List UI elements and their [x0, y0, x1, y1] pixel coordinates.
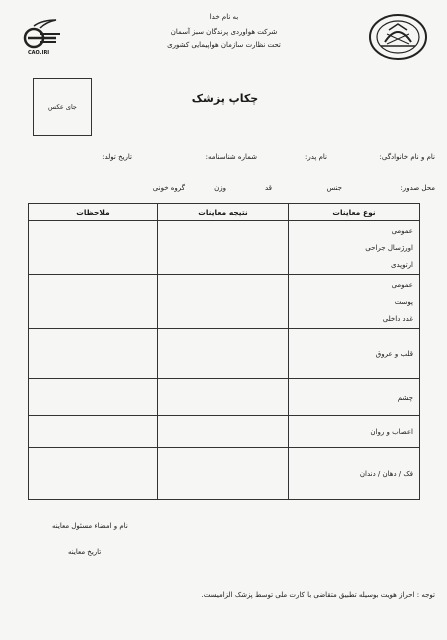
label-name: نام و نام خانوادگی: [379, 153, 435, 161]
exam-type-cell [289, 448, 420, 500]
exam-result-cell[interactable] [158, 379, 289, 416]
emblem-seal-icon [367, 12, 429, 62]
exam-result-cell[interactable] [158, 275, 289, 329]
exam-type-cell [289, 221, 420, 275]
remarks-cell[interactable] [29, 221, 158, 275]
exam-type-cell [289, 329, 420, 379]
header-basmala: به نام خدا [209, 13, 239, 21]
label-height: قد [264, 184, 272, 192]
exam-item: عمومی [391, 281, 413, 289]
label-issue-place: محل صدور: [400, 184, 435, 192]
photo-placeholder: جای عکس [33, 78, 92, 136]
label-id-number: شماره شناسنامه: [205, 153, 257, 161]
table-row [29, 329, 420, 379]
identity-note: توجه : احراز هویت بوسیله تطبیق متقاضی با کارت ملی توسط پزشک الزامیست. [201, 591, 435, 599]
header-remarks: ملاحظات [29, 204, 158, 221]
remarks-cell[interactable] [29, 329, 158, 379]
header-exam-type: نوع معاینات [289, 204, 420, 221]
exam-date-label: تاریخ معاینه [68, 548, 102, 556]
header-exam-result: نتیجه معاینات [158, 204, 289, 221]
table-row [29, 416, 420, 448]
exam-item: فک / دهان / دندان [359, 470, 413, 478]
signature-label: نام و امضاء مسئول معاینه [52, 522, 128, 530]
label-birth-date: تاریخ تولد: [102, 153, 132, 161]
page-title: چکاپ پزشک [191, 92, 259, 105]
label-weight: وزن [214, 184, 226, 192]
header-supervision: تحت نظارت سازمان هواپیمایی کشوری [167, 41, 281, 49]
airline-logo [12, 14, 72, 58]
exam-item: اعصاب و روان [370, 428, 413, 436]
label-blood-group: گروه خونی [152, 184, 185, 192]
table-header-row [29, 204, 420, 221]
exam-item: پوست [394, 298, 413, 306]
exam-item: عمومی [391, 227, 413, 235]
exam-item: چشم [397, 393, 413, 402]
exam-item: غدد داخلی [382, 315, 413, 323]
emblem-seal [367, 12, 429, 62]
exam-item: قلب و عروق [375, 350, 413, 358]
label-gender: جنس [326, 184, 342, 192]
table-row [29, 448, 420, 500]
exam-type-cell [289, 416, 420, 448]
logo-caption: CAO.IRI [28, 50, 50, 56]
remarks-cell[interactable] [29, 416, 158, 448]
exam-type-cell [289, 275, 420, 329]
remarks-cell[interactable] [29, 275, 158, 329]
exam-result-cell[interactable] [158, 448, 289, 500]
exam-result-cell[interactable] [158, 221, 289, 275]
label-father: نام پدر: [304, 153, 327, 161]
exam-result-cell[interactable] [158, 416, 289, 448]
exam-item: ارتوپدی [391, 261, 413, 269]
table-row [29, 379, 420, 416]
exam-type-cell [289, 379, 420, 416]
remarks-cell[interactable] [29, 448, 158, 500]
remarks-cell[interactable] [29, 379, 158, 416]
exam-result-cell[interactable] [158, 329, 289, 379]
exam-table [28, 203, 420, 500]
exam-item: اورژسال جراحی [365, 244, 413, 252]
table-row [29, 221, 420, 275]
table-row [29, 275, 420, 329]
header-company: شرکت هواوردی پرندگان سبز آسمان [170, 28, 278, 36]
